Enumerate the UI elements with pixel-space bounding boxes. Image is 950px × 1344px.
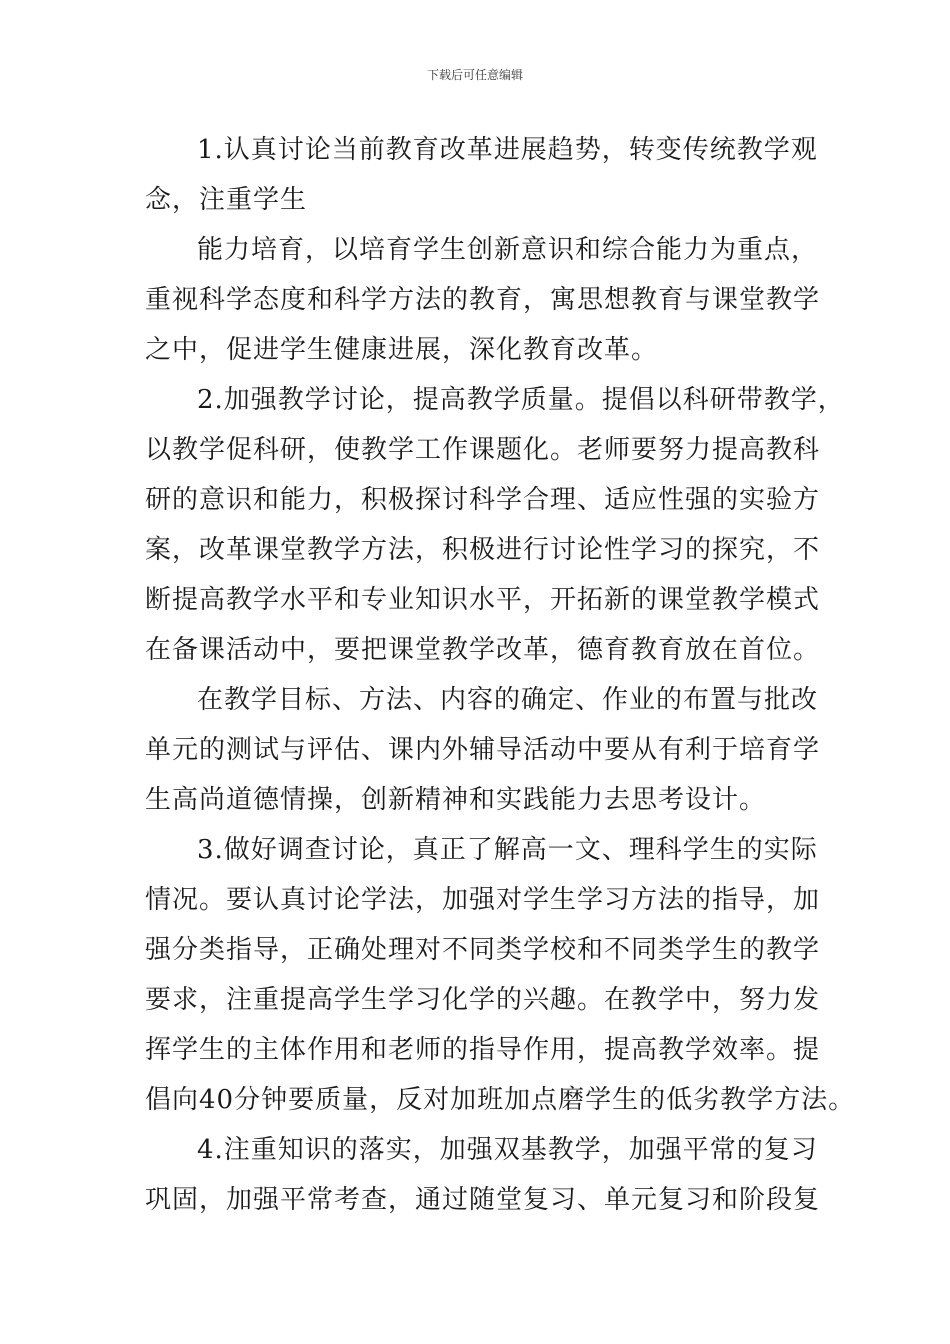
text-line: 4.注重知识的落实，加强双基教学，加强平常的复习 xyxy=(197,1135,818,1165)
text-line: 2.加强教学讨论，提高教学质量。提倡以科研带教学， xyxy=(197,385,845,415)
header-note: 下载后可任意编辑 xyxy=(426,68,523,82)
text-line: 强分类指导，正确处理对不同类学校和不同类学生的教学 xyxy=(145,935,821,965)
text-line: 倡向40分钟要质量，反对加班加点磨学生的低劣教学方法。 xyxy=(145,1085,856,1115)
text-line: 情况。要认真讨论学法，加强对学生学习方法的指导，加 xyxy=(145,885,821,915)
text-line: 之中，促进学生健康进展，深化教育改革。 xyxy=(145,335,659,365)
text-line: 要求，注重提高学生学习化学的兴趣。在教学中，努力发 xyxy=(145,985,821,1015)
text-line: 能力培育，以培育学生创新意识和综合能力为重点， xyxy=(197,235,819,265)
text-line: 在备课活动中，要把课堂教学改革，德育教育放在首位。 xyxy=(145,635,821,665)
text-line: 1.认真讨论当前教育改革进展趋势，转变传统教学观 xyxy=(197,135,818,165)
text-line: 以教学促科研，使教学工作课题化。老师要努力提高教科 xyxy=(145,435,821,465)
document-body xyxy=(145,125,856,1225)
text-line: 研的意识和能力，积极探讨科学合理、适应性强的实验方 xyxy=(145,485,821,515)
text-line: 断提高教学水平和专业知识水平，开拓新的课堂教学模式 xyxy=(145,585,821,615)
text-line: 重视科学态度和科学方法的教育，寓思想教育与课堂教学 xyxy=(145,285,821,315)
text-line: 巩固，加强平常考查，通过随堂复习、单元复习和阶段复 xyxy=(145,1185,821,1215)
text-line: 生高尚道德情操，创新精神和实践能力去思考设计。 xyxy=(145,785,767,815)
text-line: 挥学生的主体作用和老师的指导作用，提高教学效率。提 xyxy=(145,1035,821,1065)
text-line: 念，注重学生 xyxy=(145,185,308,215)
text-line: 案，改革课堂教学方法，积极进行讨论性学习的探究，不 xyxy=(145,535,821,565)
text-line: 单元的测试与评估、课内外辅导活动中要从有利于培育学 xyxy=(145,735,821,765)
text-line: 在教学目标、方法、内容的确定、作业的布置与批改 xyxy=(197,685,819,715)
text-line: 3.做好调查讨论，真正了解高一文、理科学生的实际 xyxy=(197,835,818,865)
